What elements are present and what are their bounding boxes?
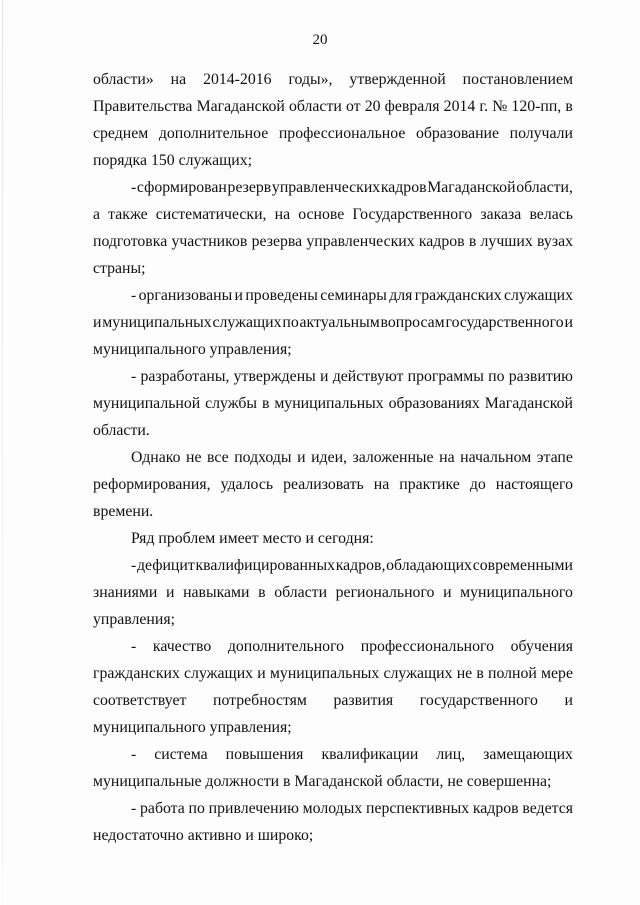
scan-edge-line	[2, 0, 3, 905]
word: и	[564, 692, 573, 709]
word: Магаданской	[484, 395, 573, 412]
word: в	[258, 584, 266, 601]
body-line-28	[131, 799, 573, 819]
word: февраля	[384, 98, 440, 115]
word: области	[289, 98, 342, 115]
word: и	[320, 368, 329, 385]
word: -	[131, 638, 137, 655]
body-line-3	[93, 124, 573, 144]
body-line-22	[131, 637, 573, 657]
body-line-20	[93, 583, 573, 603]
word: мере	[541, 665, 573, 682]
word: повышения	[225, 746, 304, 763]
body-line-16	[93, 475, 573, 495]
word: по	[282, 314, 299, 331]
word: начальном	[460, 449, 532, 466]
word: развития	[333, 692, 394, 709]
word: гражданских	[93, 665, 180, 682]
word: программы	[407, 368, 484, 385]
word: лиц,	[436, 746, 466, 763]
word: утвержденной	[349, 71, 446, 88]
word: 120-пп,	[511, 98, 562, 115]
word: образование	[415, 125, 500, 142]
word: постановлением	[462, 71, 573, 88]
body-line-17: времени.	[93, 503, 154, 520]
body-line-6	[93, 205, 573, 225]
word: гражданских	[414, 287, 502, 304]
word: муниципального	[460, 584, 573, 601]
word: для	[389, 287, 413, 304]
word: на	[170, 71, 187, 88]
word: и	[564, 314, 573, 331]
word: систематически,	[155, 206, 267, 223]
word: области,	[516, 179, 573, 196]
word: -	[131, 368, 137, 385]
word: и	[93, 314, 102, 331]
word: современными	[472, 557, 573, 574]
word: дополнительное	[158, 125, 269, 142]
word: утверждены	[233, 368, 316, 385]
word: дополнительного	[227, 638, 345, 655]
word: привлечению	[208, 800, 299, 817]
word: кадров	[418, 233, 465, 250]
word: служащих	[383, 665, 453, 682]
body-line-19	[131, 556, 573, 576]
word: профессионального	[360, 638, 494, 655]
word: и	[234, 287, 243, 304]
body-line-10	[93, 313, 573, 333]
word: до	[469, 476, 486, 493]
word: и	[297, 449, 306, 466]
word: навыками	[183, 584, 250, 601]
word: муниципальной	[93, 395, 201, 412]
word: служащих	[212, 314, 282, 331]
word: практике	[399, 476, 460, 493]
word: заложенные	[352, 449, 434, 466]
word: вопросам	[380, 314, 445, 331]
body-line-11: муниципального управления;	[93, 341, 292, 358]
word: развитию	[508, 368, 573, 385]
word: управленческих	[306, 233, 415, 250]
word: перспективных	[366, 800, 470, 817]
body-line-18: Ряд проблем имеет место и сегодня:	[131, 530, 374, 547]
body-line-7	[93, 232, 573, 252]
body-line-13	[93, 394, 573, 414]
word: участников	[171, 233, 248, 250]
word: в	[476, 665, 484, 682]
word: резерва	[251, 233, 303, 250]
word: 2014-2016	[203, 71, 272, 88]
word: получали	[509, 125, 573, 142]
word: заказа	[480, 206, 522, 223]
word: подготовка	[93, 233, 168, 250]
word: настоящего	[495, 476, 573, 493]
word: -	[131, 746, 137, 763]
word: молодых	[302, 800, 363, 817]
body-line-26	[131, 745, 573, 765]
body-line-9	[131, 286, 573, 306]
word: обладающих	[386, 557, 472, 574]
word: -	[131, 287, 137, 304]
word: все	[207, 449, 229, 466]
word: кадров	[472, 800, 519, 817]
page-number: 20	[312, 32, 328, 48]
word: на	[439, 449, 455, 466]
word: семинары	[320, 287, 387, 304]
word: проведены	[245, 287, 318, 304]
word: 2014	[443, 98, 476, 115]
word: и	[443, 584, 452, 601]
word: области	[274, 584, 328, 601]
word: этапе	[536, 449, 573, 466]
word: квалифицированных	[195, 557, 335, 574]
word: велась	[529, 206, 573, 223]
word: служащих	[503, 287, 573, 304]
word: муниципальных	[269, 665, 380, 682]
body-line-1	[93, 70, 573, 90]
word: муниципальных	[274, 395, 384, 412]
word: резерв	[227, 179, 272, 196]
word: и	[257, 665, 266, 682]
word: подходы	[234, 449, 292, 466]
word: на	[373, 476, 390, 493]
body-line-21: управления;	[93, 611, 175, 628]
word: реформирования,	[93, 476, 211, 493]
body-line-12	[131, 367, 573, 387]
word: обучения	[510, 638, 573, 655]
word: в	[468, 233, 477, 250]
body-line-14: области.	[93, 422, 150, 439]
word: лучших	[480, 233, 533, 250]
body-line-15	[131, 448, 573, 468]
word: среднем	[93, 125, 149, 142]
word: от	[345, 98, 361, 115]
word: не	[186, 449, 202, 466]
word: -	[131, 557, 137, 574]
word: и	[165, 584, 175, 601]
body-line-27: муниципальные должности в Магаданской области, не совершенна;	[93, 773, 552, 790]
word: основе	[298, 206, 345, 223]
word: государственного	[445, 314, 564, 331]
word: разработаны,	[140, 368, 230, 385]
word: -	[131, 800, 137, 817]
word: Однако	[131, 449, 181, 466]
word: области»	[93, 71, 154, 88]
word: квалификации	[321, 746, 419, 763]
word: замещающих	[483, 746, 573, 763]
word: регионального	[335, 584, 435, 601]
body-line-24	[93, 691, 573, 711]
word: сформирован	[136, 179, 227, 196]
word: государственного	[419, 692, 538, 709]
word: вузах	[537, 233, 573, 250]
word: 20	[364, 98, 381, 115]
word: организованы	[138, 287, 233, 304]
body-line-29: недостаточно активно и широко;	[93, 827, 314, 844]
word: Магаданской	[427, 179, 516, 196]
word: качество	[152, 638, 212, 655]
word: по	[188, 800, 205, 817]
word: а	[93, 206, 101, 223]
word: службы	[205, 395, 258, 412]
word: кадров	[380, 179, 427, 196]
word: управленческих	[271, 179, 381, 196]
body-line-4: порядка 150 служащих;	[93, 152, 253, 169]
word: знаниями	[93, 584, 158, 601]
word: идеи,	[311, 449, 347, 466]
word: -	[131, 179, 137, 196]
body-line-8: страны;	[93, 260, 146, 277]
word: Магаданской	[196, 98, 285, 115]
body-line-23	[93, 664, 573, 684]
word: в	[565, 98, 573, 115]
word: служащих	[184, 665, 254, 682]
word: в	[261, 395, 270, 412]
word: не	[456, 665, 473, 682]
word: г.	[479, 98, 489, 115]
word: Государственного	[352, 206, 473, 223]
word: удалось	[220, 476, 274, 493]
word: муниципальных	[102, 314, 212, 331]
word: образованиях	[388, 395, 480, 412]
word: годы»,	[288, 71, 333, 88]
word: по	[488, 368, 505, 385]
word: действуют	[332, 368, 404, 385]
body-line-2	[93, 97, 573, 117]
word: реализовать	[283, 476, 364, 493]
word: также	[108, 206, 148, 223]
word: дефицит	[137, 557, 195, 574]
word: №	[492, 98, 508, 115]
word: соответствует	[93, 692, 187, 709]
word: полной	[488, 665, 537, 682]
word: профессиональное	[278, 125, 406, 142]
word: кадров,	[335, 557, 386, 574]
word: работа	[140, 800, 185, 817]
body-line-25: муниципального управления;	[93, 719, 292, 736]
word: ведется	[522, 800, 573, 817]
word: система	[154, 746, 208, 763]
word: Правительства	[93, 98, 193, 115]
body-line-5	[131, 178, 573, 198]
word: потребностям	[213, 692, 307, 709]
word: на	[274, 206, 291, 223]
word: актуальным	[299, 314, 380, 331]
